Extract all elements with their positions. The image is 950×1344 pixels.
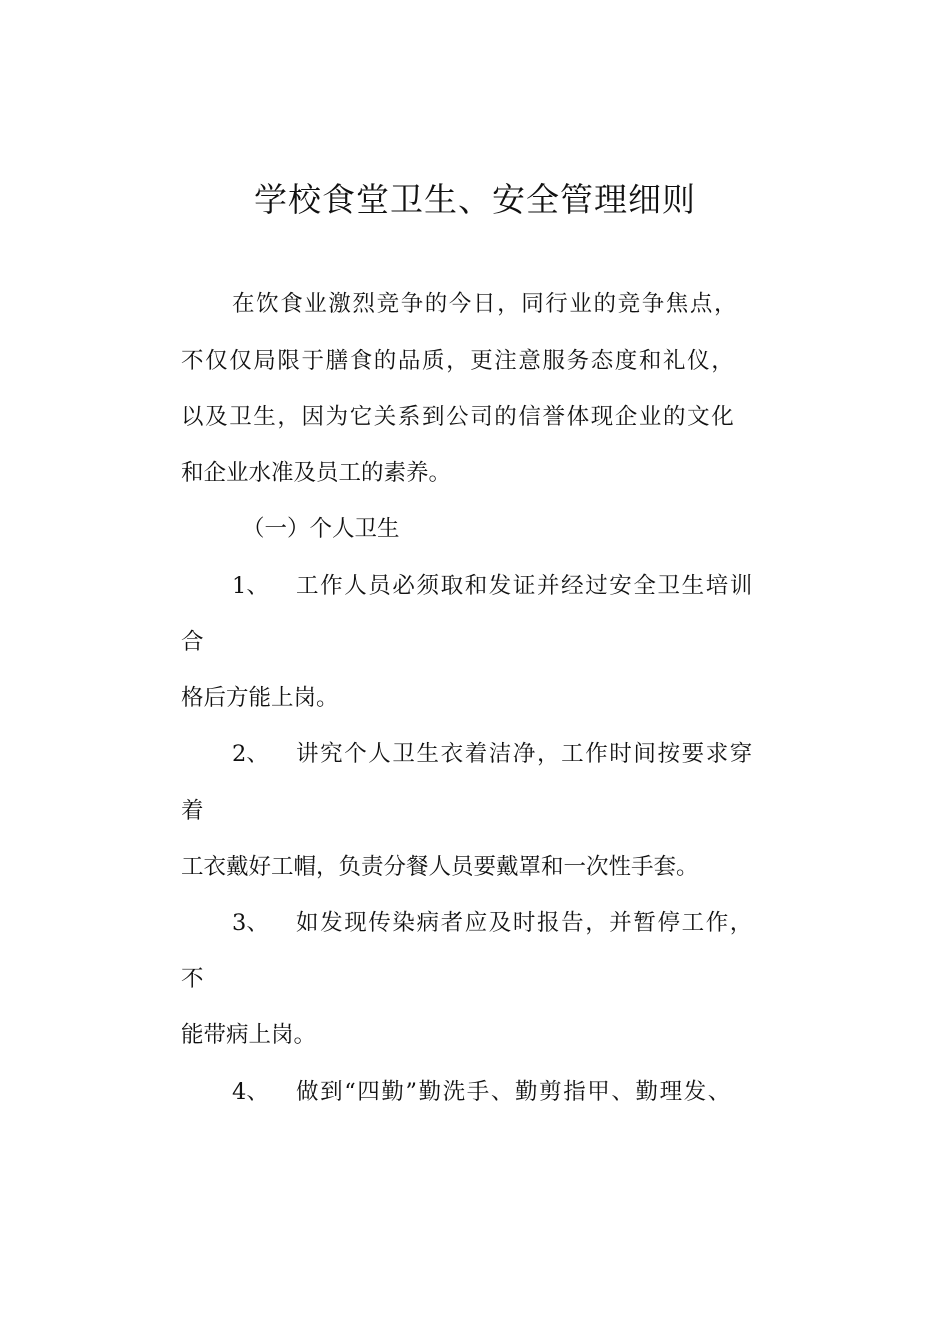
item-4-first-line: 做到“四勤”勤洗手、勤剪指甲、勤理发、 <box>296 1079 732 1105</box>
item-3-first-line: 如发现传染病者应及时报告，并暂停工作， <box>296 910 754 936</box>
item-2-number: 2、 <box>232 741 269 767</box>
intro-line-4: 和企业水准及员工的素养。 <box>181 460 452 486</box>
item-2-first-line: 讲究个人卫生衣着洁净，工作时间按要求穿 <box>296 741 754 767</box>
section-heading-personal-hygiene: （一）个人卫生 <box>242 516 400 542</box>
intro-line-3: 以及卫生，因为它关系到公司的信誉体现企业的文化 <box>181 404 736 430</box>
item-2-continuation: 工衣戴好工帽，负责分餐人员要戴罩和一次性手套。 <box>181 854 699 880</box>
item-1-first-line: 工作人员必须取和发证并经过安全卫生培训 <box>296 573 754 599</box>
document-title: 学校食堂卫生、安全管理细则 <box>254 180 696 219</box>
item-3-continuation: 能带病上岗。 <box>181 1022 317 1048</box>
item-4-number: 4、 <box>232 1079 269 1105</box>
intro-line-2: 不仅仅局限于膳食的品质，更注意服务态度和礼仪， <box>181 348 736 374</box>
item-1-wrap: 合 <box>181 629 204 655</box>
intro-line-1: 在饮食业激烈竞争的今日，同行业的竞争焦点， <box>232 291 739 317</box>
item-3-wrap: 不 <box>181 966 204 992</box>
item-2-wrap: 着 <box>181 798 204 824</box>
item-1-continuation: 格后方能上岗。 <box>181 685 339 711</box>
item-3-number: 3、 <box>232 910 269 936</box>
item-1-number: 1、 <box>232 573 269 599</box>
